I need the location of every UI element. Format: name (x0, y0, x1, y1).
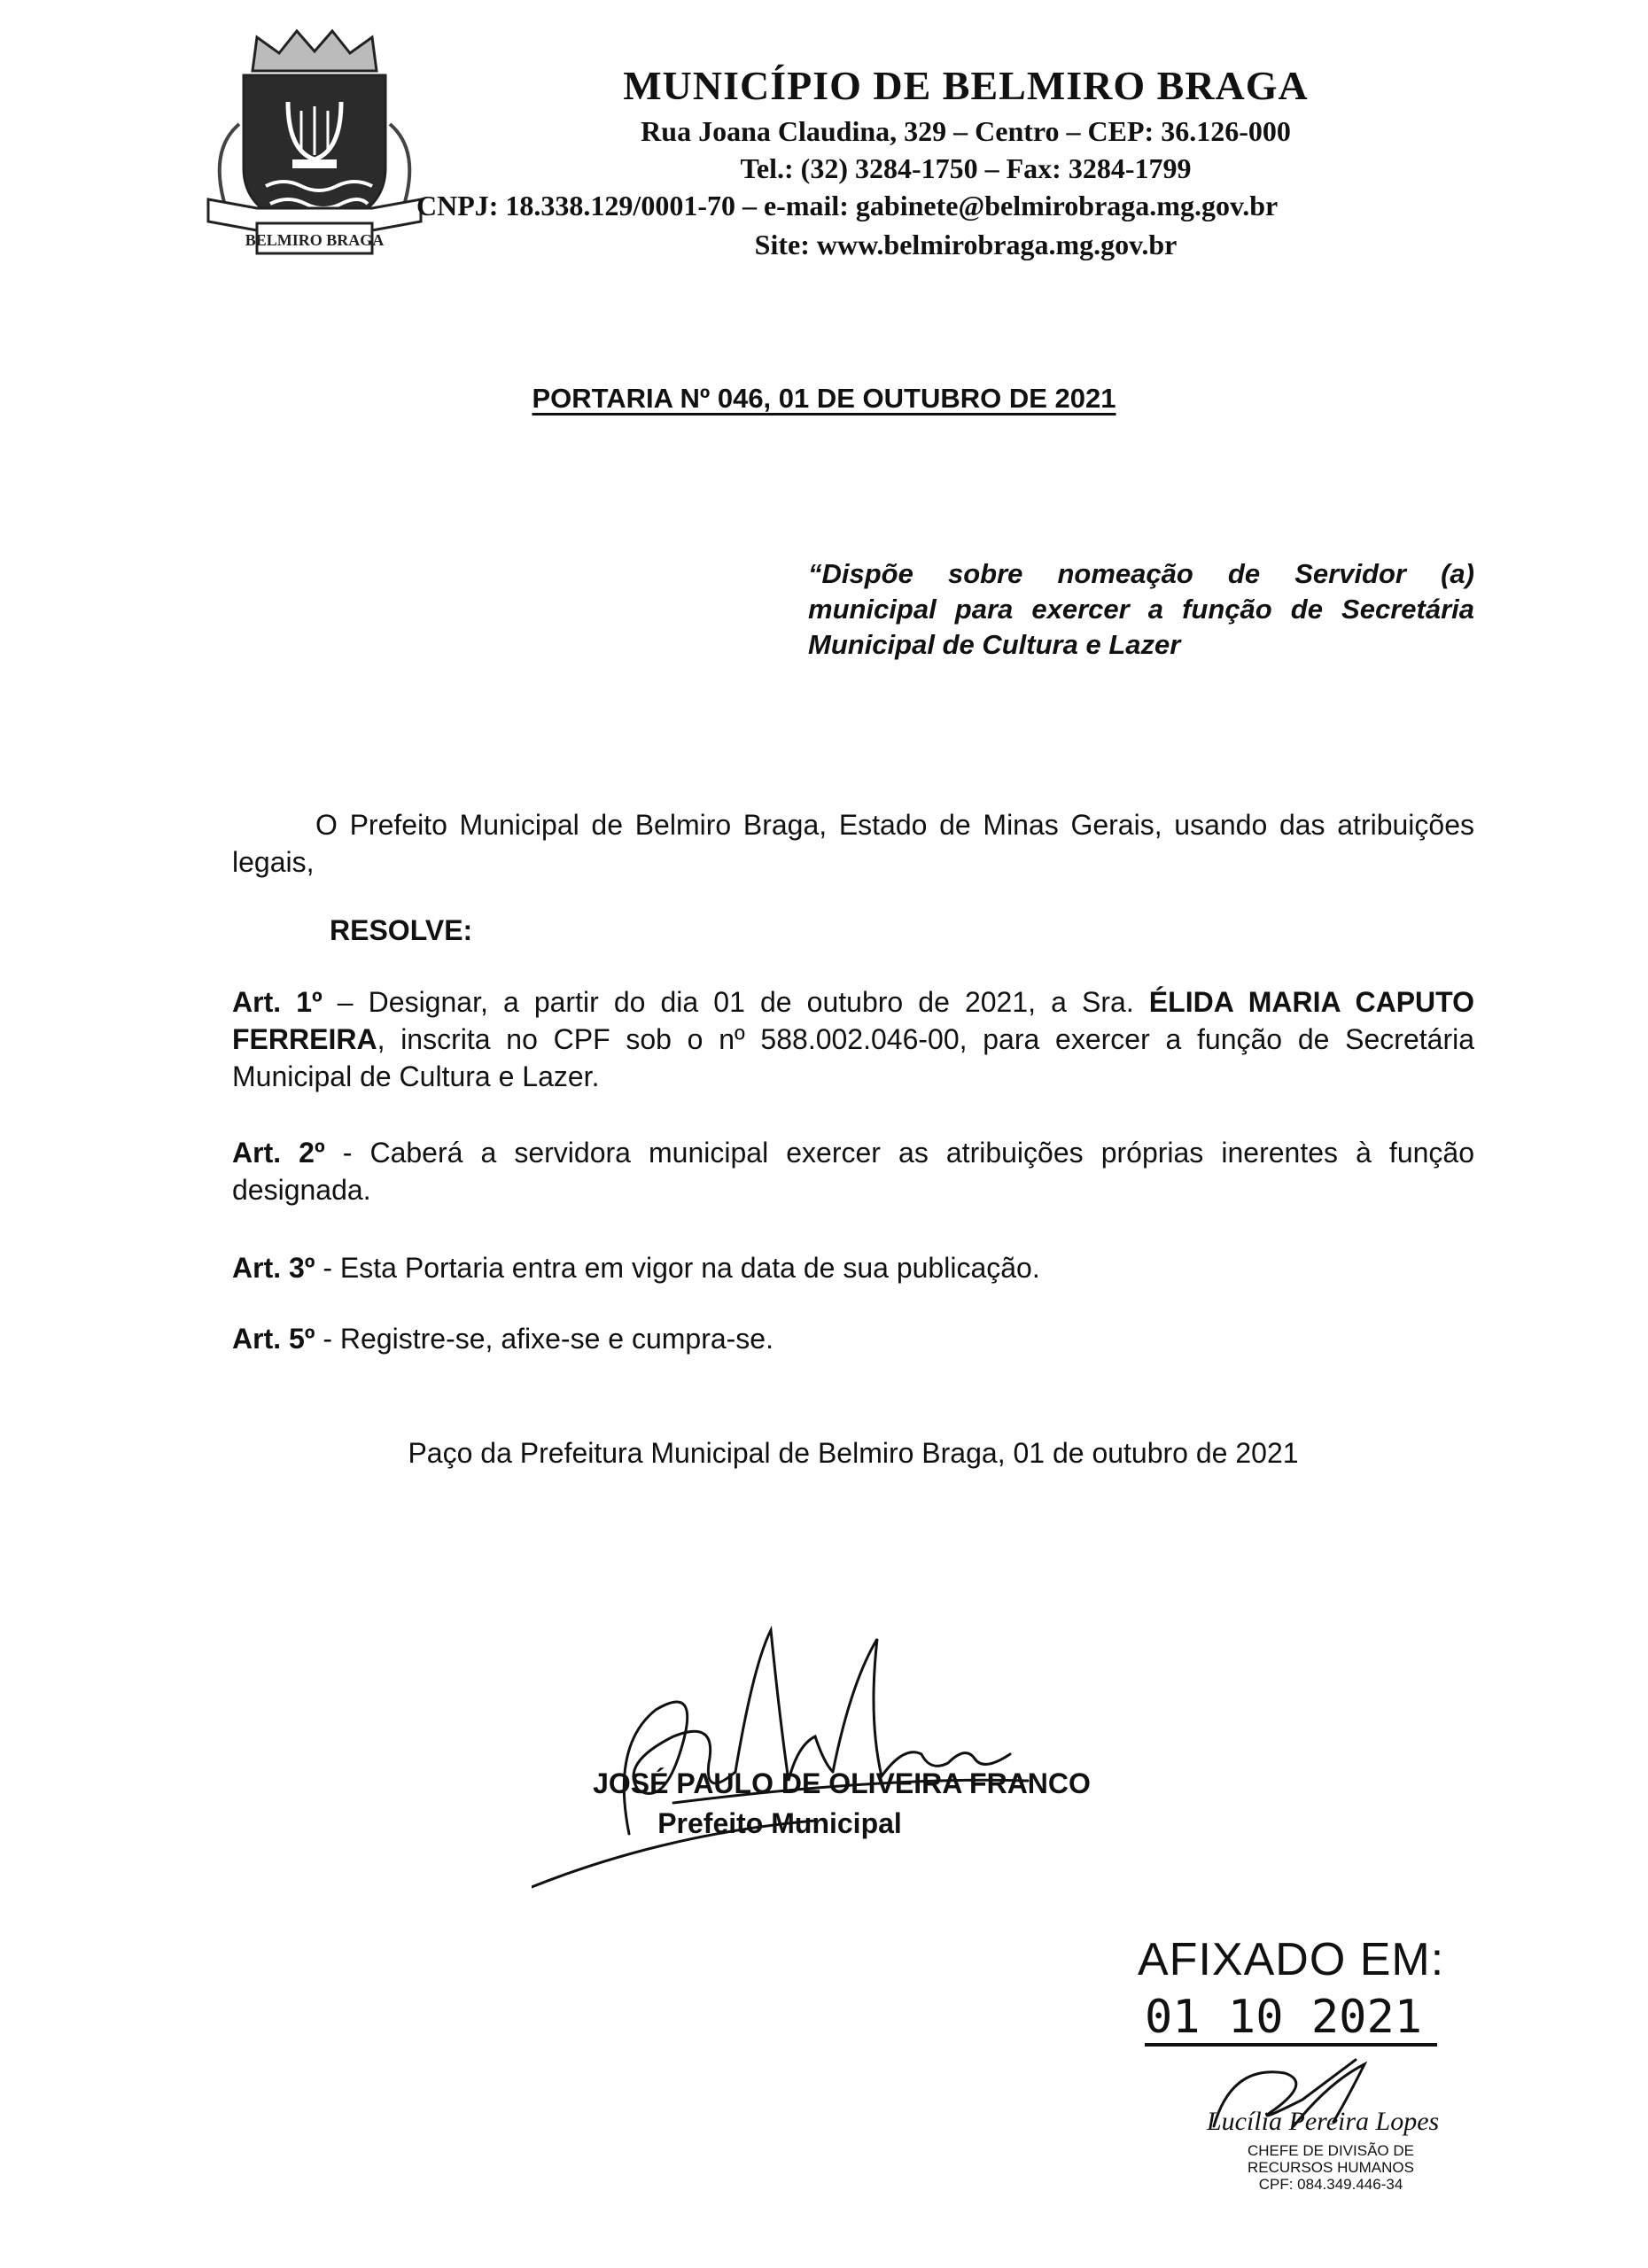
document-ementa: “Dispõe sobre nomeação de Servidor (a) municipal para exercer a função de Secretária Municipal de Cultura e Lazer (808, 558, 1474, 660)
municipality-phone: Tel.: (32) 3284-1750 – Fax: 3284-1799 (740, 152, 1192, 184)
appointee-name: ÉLIDA MARIA CAPUTO FERREIRA (232, 986, 1475, 1055)
article-3 (232, 1249, 1474, 1286)
clerk-cpf: CPF: 084.349.446-34 (1258, 2176, 1403, 2193)
clerk-role-line-2: RECURSOS HUMANOS (1248, 2159, 1414, 2176)
article-1 (232, 983, 1474, 1095)
posting-stamp-date: 01 10 2021 (1145, 1992, 1437, 2047)
article-3-label: Art. 3º (232, 1252, 315, 1284)
place-and-date: Paço da Prefeitura Municipal de Belmiro Braga, 01 de outubro de 2021 (408, 1437, 1299, 1469)
clerk-name: Lucília Pereira Lopes (1207, 2107, 1440, 2136)
posting-stamp-title: AFIXADO EM: (1138, 1934, 1445, 1985)
article-5-label: Art. 5º (232, 1323, 315, 1355)
article-2 (232, 1134, 1474, 1208)
municipality-cnpj-email: CNPJ: 18.338.129/0001-70 – e-mail: gabinete@belmirobraga.mg.gov.br (416, 190, 1279, 221)
article-5-text: - Registre-se, afixe-se e cumpra-se. (315, 1323, 773, 1355)
mayor-handwritten-signature (532, 1612, 1081, 1896)
article-3-text: - Esta Portaria entra em vigor na data de sua publicação. (315, 1252, 1040, 1284)
article-5 (232, 1320, 1474, 1357)
document-title: PORTARIA Nº 046, 01 DE OUTUBRO DE 2021 (532, 383, 1116, 414)
municipality-site: Site: www.belmirobraga.mg.gov.br (754, 229, 1178, 260)
crest-banner-text: BELMIRO BRAGA (245, 231, 385, 249)
signer-role: Prefeito Municipal (657, 1807, 902, 1839)
article-2-label: Art. 2º (232, 1137, 325, 1169)
preamble: O Prefeito Municipal de Belmiro Braga, Estado de Minas Gerais, usando das atribuições legais, (232, 809, 1474, 878)
signer-name: JOSÉ PAULO DE OLIVEIRA FRANCO (593, 1767, 1091, 1799)
clerk-role-line-1: CHEFE DE DIVISÃO DE (1248, 2142, 1414, 2159)
article-1-text-a: – Designar, a partir do dia 01 de outubro de 2021, a Sra. (322, 986, 1149, 1018)
article-1-text-b: , inscrita no CPF sob o nº 588.002.046-00, para exercer a função de Secretária Municipal de Cultura e Lazer. (232, 1023, 1474, 1092)
municipality-address: Rua Joana Claudina, 329 – Centro – CEP: 36.126-000 (641, 115, 1291, 147)
municipality-name: MUNICÍPIO DE BELMIRO BRAGA (623, 63, 1309, 108)
article-1-label: Art. 1º (232, 986, 323, 1018)
resolve-heading: RESOLVE: (330, 914, 473, 946)
article-2-text: - Caberá a servidora municipal exercer as atribuições próprias inerentes à função designada. (232, 1137, 1475, 1206)
